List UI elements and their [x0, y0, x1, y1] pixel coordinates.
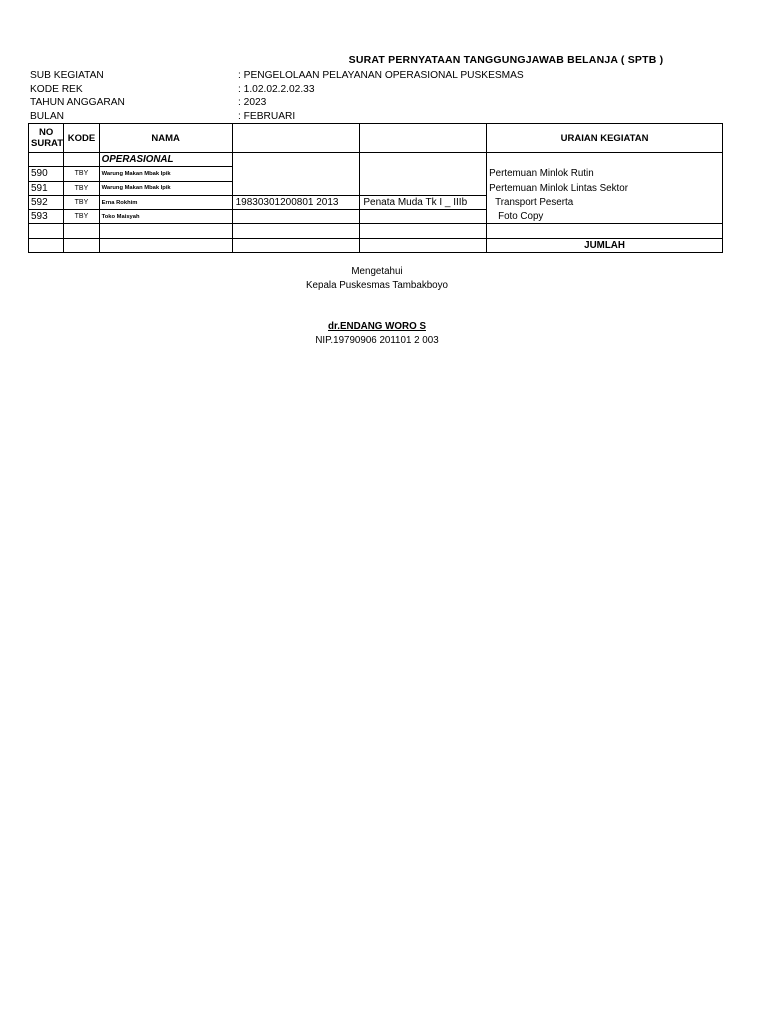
section-label: OPERASIONAL [99, 153, 232, 167]
row-nama: Toko Maisyah [99, 210, 232, 224]
table-cell [232, 238, 360, 252]
meta-value: : 2023 [238, 96, 266, 110]
signer-position: Kepala Puskesmas Tambakboyo [306, 280, 448, 291]
table-cell [64, 238, 99, 252]
table-row [29, 167, 723, 181]
table-cell [99, 224, 232, 238]
row-golongan [360, 181, 487, 195]
row-golongan [360, 167, 487, 181]
table-cell [29, 238, 64, 252]
table-cell [487, 224, 723, 238]
meta-bulan [30, 110, 730, 124]
table-cell [487, 153, 723, 167]
row-nip [232, 167, 360, 181]
header-kode: KODE [64, 124, 99, 153]
meta-value: : PENGELOLAAN PELAYANAN OPERASIONAL PUSKESMAS [238, 69, 524, 83]
row-kode: TBY [64, 210, 99, 224]
row-no: 591 [29, 181, 64, 195]
row-uraian: Transport Peserta [487, 195, 723, 209]
row-golongan [360, 210, 487, 224]
sptb-table [28, 123, 723, 253]
row-nama: Warung Makan Mbak Ipik [99, 167, 232, 181]
row-nama: Erna Rokhim [99, 195, 232, 209]
table-cell [360, 224, 487, 238]
table-cell [99, 238, 232, 252]
row-nip [232, 210, 360, 224]
section-row [29, 153, 723, 167]
row-uraian: Pertemuan Minlok Lintas Sektor [487, 181, 723, 195]
row-nip [232, 181, 360, 195]
header-uraian: URAIAN KEGIATAN [487, 124, 723, 153]
meta-value: : 1.02.02.2.02.33 [238, 83, 314, 97]
row-nama: Warung Makan Mbak Ipik [99, 181, 232, 195]
row-kode: TBY [64, 195, 99, 209]
table-row [29, 195, 723, 209]
table-cell [360, 238, 487, 252]
meta-value: : FEBRUARI [238, 110, 295, 124]
row-uraian: Foto Copy [487, 210, 723, 224]
table-cell [232, 153, 360, 167]
table-cell [360, 153, 487, 167]
meta-label: SUB KEGIATAN [30, 70, 104, 81]
meta-label: BULAN [30, 110, 64, 122]
row-no: 590 [29, 167, 64, 181]
total-label: JUMLAH [487, 238, 723, 252]
header-nip [232, 124, 360, 153]
meta-tahun-anggaran [30, 96, 730, 110]
signer-name: dr.ENDANG WORO S [328, 321, 426, 332]
document-meta [30, 69, 730, 123]
table-header-row [29, 124, 723, 153]
table-row-empty [29, 224, 723, 238]
document-title: SURAT PERNYATAAN TANGGUNGJAWAB BELANJA ( SPTB ) [348, 54, 664, 66]
signer-nip: NIP.19790906 201101 2 003 [315, 335, 439, 346]
row-no: 593 [29, 210, 64, 224]
meta-label: TAHUN ANGGARAN [30, 97, 125, 109]
table-cell [29, 153, 64, 167]
header-no-surat: NO SURAT [29, 124, 64, 153]
table-cell [64, 153, 99, 167]
row-kode: TBY [64, 167, 99, 181]
table-row [29, 210, 723, 224]
meta-kode-rek [30, 83, 730, 97]
row-golongan: Penata Muda Tk I _ IIIb [360, 195, 487, 209]
header-golongan [360, 124, 487, 153]
meta-sub-kegiatan [30, 69, 730, 83]
meta-label: KODE REK [30, 83, 83, 95]
row-no: 592 [29, 195, 64, 209]
table-cell [29, 224, 64, 238]
table-cell [232, 224, 360, 238]
acknowledge-text: Mengetahui [351, 266, 403, 277]
table-row [29, 181, 723, 195]
row-nip: 19830301200801 2013 [232, 195, 360, 209]
table-cell [64, 224, 99, 238]
total-row [29, 238, 723, 252]
row-kode: TBY [64, 181, 99, 195]
row-uraian: Pertemuan Minlok Rutin [487, 167, 723, 181]
header-nama: NAMA [99, 124, 232, 153]
